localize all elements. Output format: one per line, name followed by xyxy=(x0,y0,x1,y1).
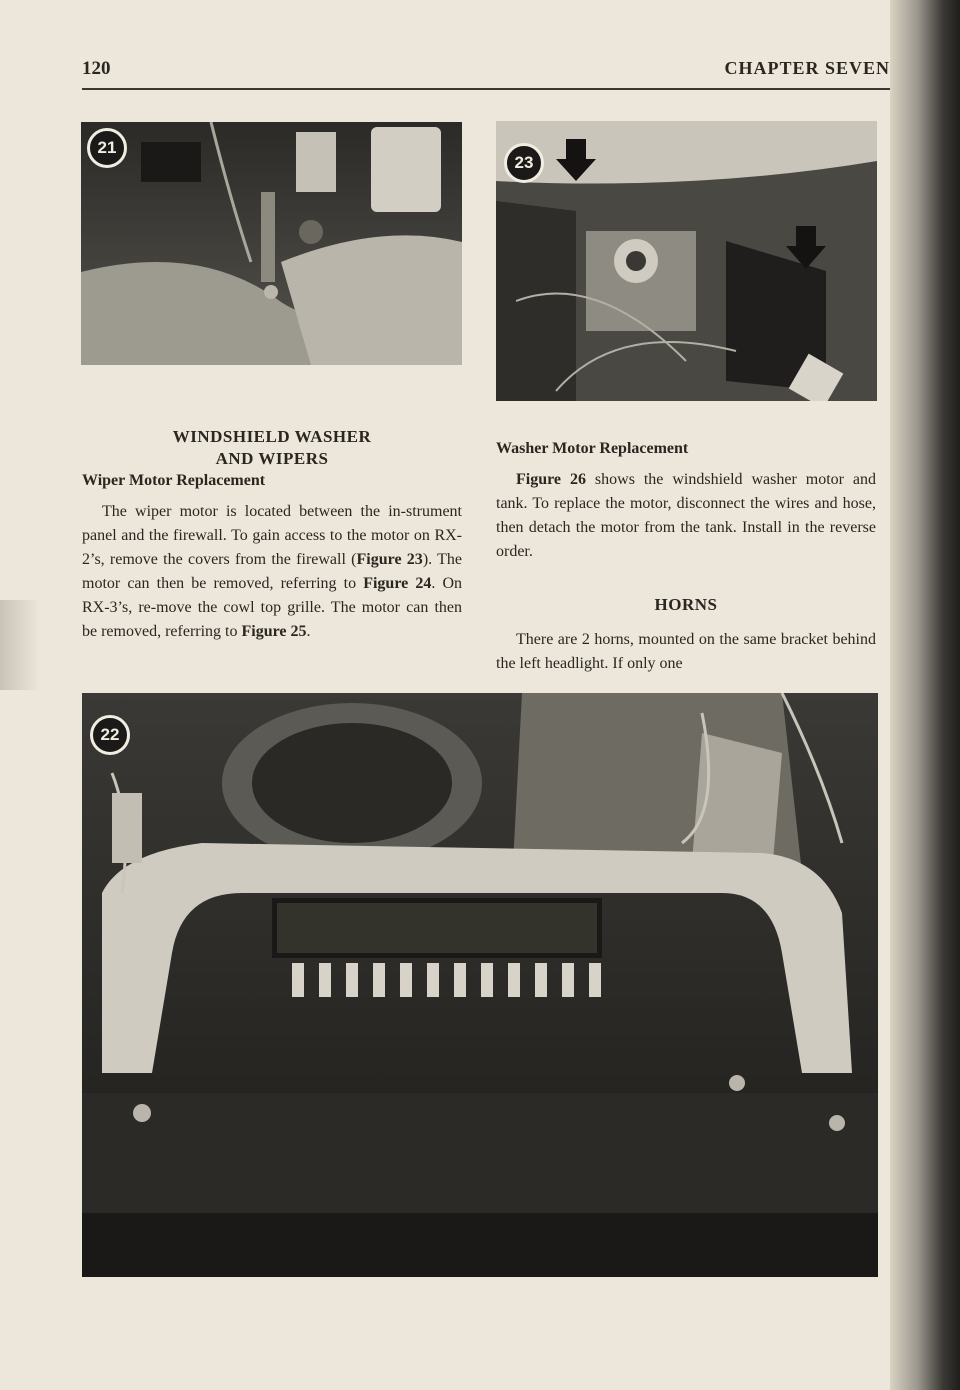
header-rule xyxy=(82,88,890,90)
figure-21-photo xyxy=(81,122,462,365)
text-run: The wiper motor is located between the in-strument panel and the firewall. To gain access to the motor on RX-2’s, remove the covers from the firewall ( xyxy=(82,503,462,568)
figure-reference: Figure 24 xyxy=(363,575,432,592)
paragraph-washer-motor xyxy=(496,468,876,564)
text-run: . On RX-3’s, re-move the cowl top grille. The motor can then be removed, referring to xyxy=(82,575,463,640)
figure-22-photo xyxy=(82,693,878,1277)
heading-line-1: WINDSHIELD WASHER xyxy=(172,427,372,446)
page-edge-shadow xyxy=(890,0,960,1390)
figure-23-photo xyxy=(496,121,877,401)
section-heading-horns: HORNS xyxy=(654,595,718,614)
text-run: ). The motor can then be removed, referring to xyxy=(82,551,462,592)
chapter-title: CHAPTER SEVEN xyxy=(724,58,890,78)
paragraph-horns: There are 2 horns, mounted on the same bracket behind the left headlight. If only one xyxy=(496,631,876,672)
page-header xyxy=(82,52,890,88)
text-run: . xyxy=(306,623,311,640)
figure-reference: Figure 23 xyxy=(356,551,423,568)
page-number: 120 xyxy=(82,58,111,79)
subheading-wiper-motor: Wiper Motor Replacement xyxy=(82,472,266,489)
subheading-washer-motor: Washer Motor Replacement xyxy=(496,440,689,457)
figure-22-badge: 22 xyxy=(90,715,130,755)
text-run: shows the windshield washer motor and tank. To replace the motor, disconnect the wires and hose, then detach the motor from the tank. Install in the reverse order. xyxy=(496,471,876,560)
heading-line-2: AND WIPERS xyxy=(215,449,329,468)
section-heading-windshield xyxy=(82,426,462,470)
figure-23-badge: 23 xyxy=(504,143,544,183)
paragraph-wiper-motor xyxy=(82,500,462,644)
binding-shadow xyxy=(0,600,40,690)
figure-21-badge: 21 xyxy=(87,128,127,168)
figure-reference: Figure 26 xyxy=(516,471,586,488)
figure-reference: Figure 25 xyxy=(241,623,307,640)
